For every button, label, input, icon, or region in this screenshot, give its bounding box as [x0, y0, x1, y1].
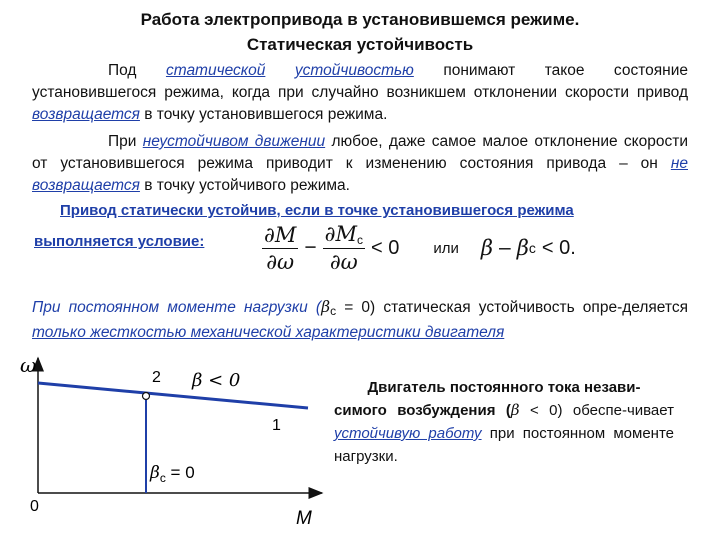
- link-stiffness[interactable]: только жесткостью механической характеристики двигателя: [32, 324, 505, 341]
- link-stability[interactable]: устойчивостью: [294, 62, 414, 79]
- mechanical-characteristic-graph: [0, 350, 330, 540]
- title-line-1: Работа электропривода в установившемся режиме.: [140, 10, 580, 29]
- right-beta: β: [510, 401, 520, 419]
- p3-text-1: При постоянном моменте нагрузки (: [32, 299, 322, 316]
- p2-text-2: любое, даже самое малое отклонение скорости от установившегося режима приводит к изменению состояния привода – он: [32, 133, 688, 172]
- p1-text-4: в точку установившегося режима.: [139, 106, 388, 123]
- formula-minus-2: –: [499, 236, 511, 259]
- right-line-1: Двигатель постоянного тока незави-: [367, 379, 641, 396]
- origin-label: 0: [30, 498, 39, 515]
- operating-point: [143, 393, 150, 400]
- paragraph-unstable-motion: [32, 131, 688, 197]
- formula-less-zero: < 0: [371, 236, 400, 259]
- p1-text-2: [265, 62, 295, 79]
- formula-beta-c: β: [516, 236, 529, 260]
- frac1-denominator: ∂ω: [266, 249, 295, 274]
- paragraph-static-stability: [32, 60, 688, 126]
- link-unstable-motion[interactable]: неустойчивом движении: [142, 133, 326, 150]
- link-stable-work[interactable]: устойчивую работу: [334, 425, 482, 442]
- p3-beta: β: [321, 298, 331, 316]
- beta-c-zero-label: $\beta_c = 0$: [150, 463, 195, 485]
- right-text-3: < 0) обеспе-чивает: [519, 402, 674, 419]
- dc-motor-note: [334, 376, 674, 468]
- x-axis-label: M: [296, 508, 312, 529]
- motor-characteristic-line: [38, 383, 308, 408]
- fraction-dmc-domega: [323, 222, 365, 274]
- stability-formula: [262, 222, 576, 274]
- p1-text-1: Под: [108, 62, 166, 79]
- link-static[interactable]: статической: [165, 62, 266, 79]
- beta-negative-label: β < 0: [192, 370, 241, 391]
- formula-minus: −: [304, 236, 317, 259]
- link-returns[interactable]: возвращается: [32, 106, 140, 123]
- formula-less-zero-2: < 0.: [541, 236, 576, 259]
- frac2-numerator: [323, 222, 365, 249]
- condition-line-1[interactable]: Привод статически устойчив, если в точке установившегося режима: [60, 202, 574, 219]
- p2-text-3: в точку устойчивого режима.: [139, 177, 350, 194]
- frac2-denominator: ∂ω: [329, 250, 358, 274]
- link-not-returns[interactable]: не возвращается: [32, 155, 688, 194]
- p2-text-1: При: [108, 133, 143, 150]
- right-text-2: симого возбуждения (: [334, 402, 511, 419]
- frac2-numerator-sub: c: [357, 233, 364, 247]
- p3-beta-sub: c: [330, 304, 337, 318]
- y-axis-label: ω: [20, 353, 37, 377]
- p1-text-3: понимают такое состояние установившегося режима, когда при случайно возникшем отклонении скорости привод: [32, 62, 689, 101]
- fraction-dm-domega: [262, 223, 298, 274]
- condition-line-2[interactable]: выполняется условие:: [34, 233, 205, 250]
- label-1: 1: [272, 417, 281, 434]
- title-line-2: Статическая устойчивость: [246, 35, 474, 54]
- frac2-numerator-main: ∂M: [324, 222, 358, 246]
- right-body: [334, 399, 674, 468]
- frac1-numerator: ∂M: [264, 222, 297, 247]
- p3-text-2: = 0) статическая устойчивость опре-деляется: [336, 299, 688, 316]
- right-text-4: при постоянном моменте нагрузки.: [334, 425, 674, 465]
- label-2: 2: [152, 369, 161, 386]
- formula-or: или: [433, 239, 459, 257]
- paragraph-constant-load: [32, 296, 688, 344]
- formula-beta: β: [480, 236, 494, 260]
- formula-beta-c-sub: c: [528, 240, 536, 256]
